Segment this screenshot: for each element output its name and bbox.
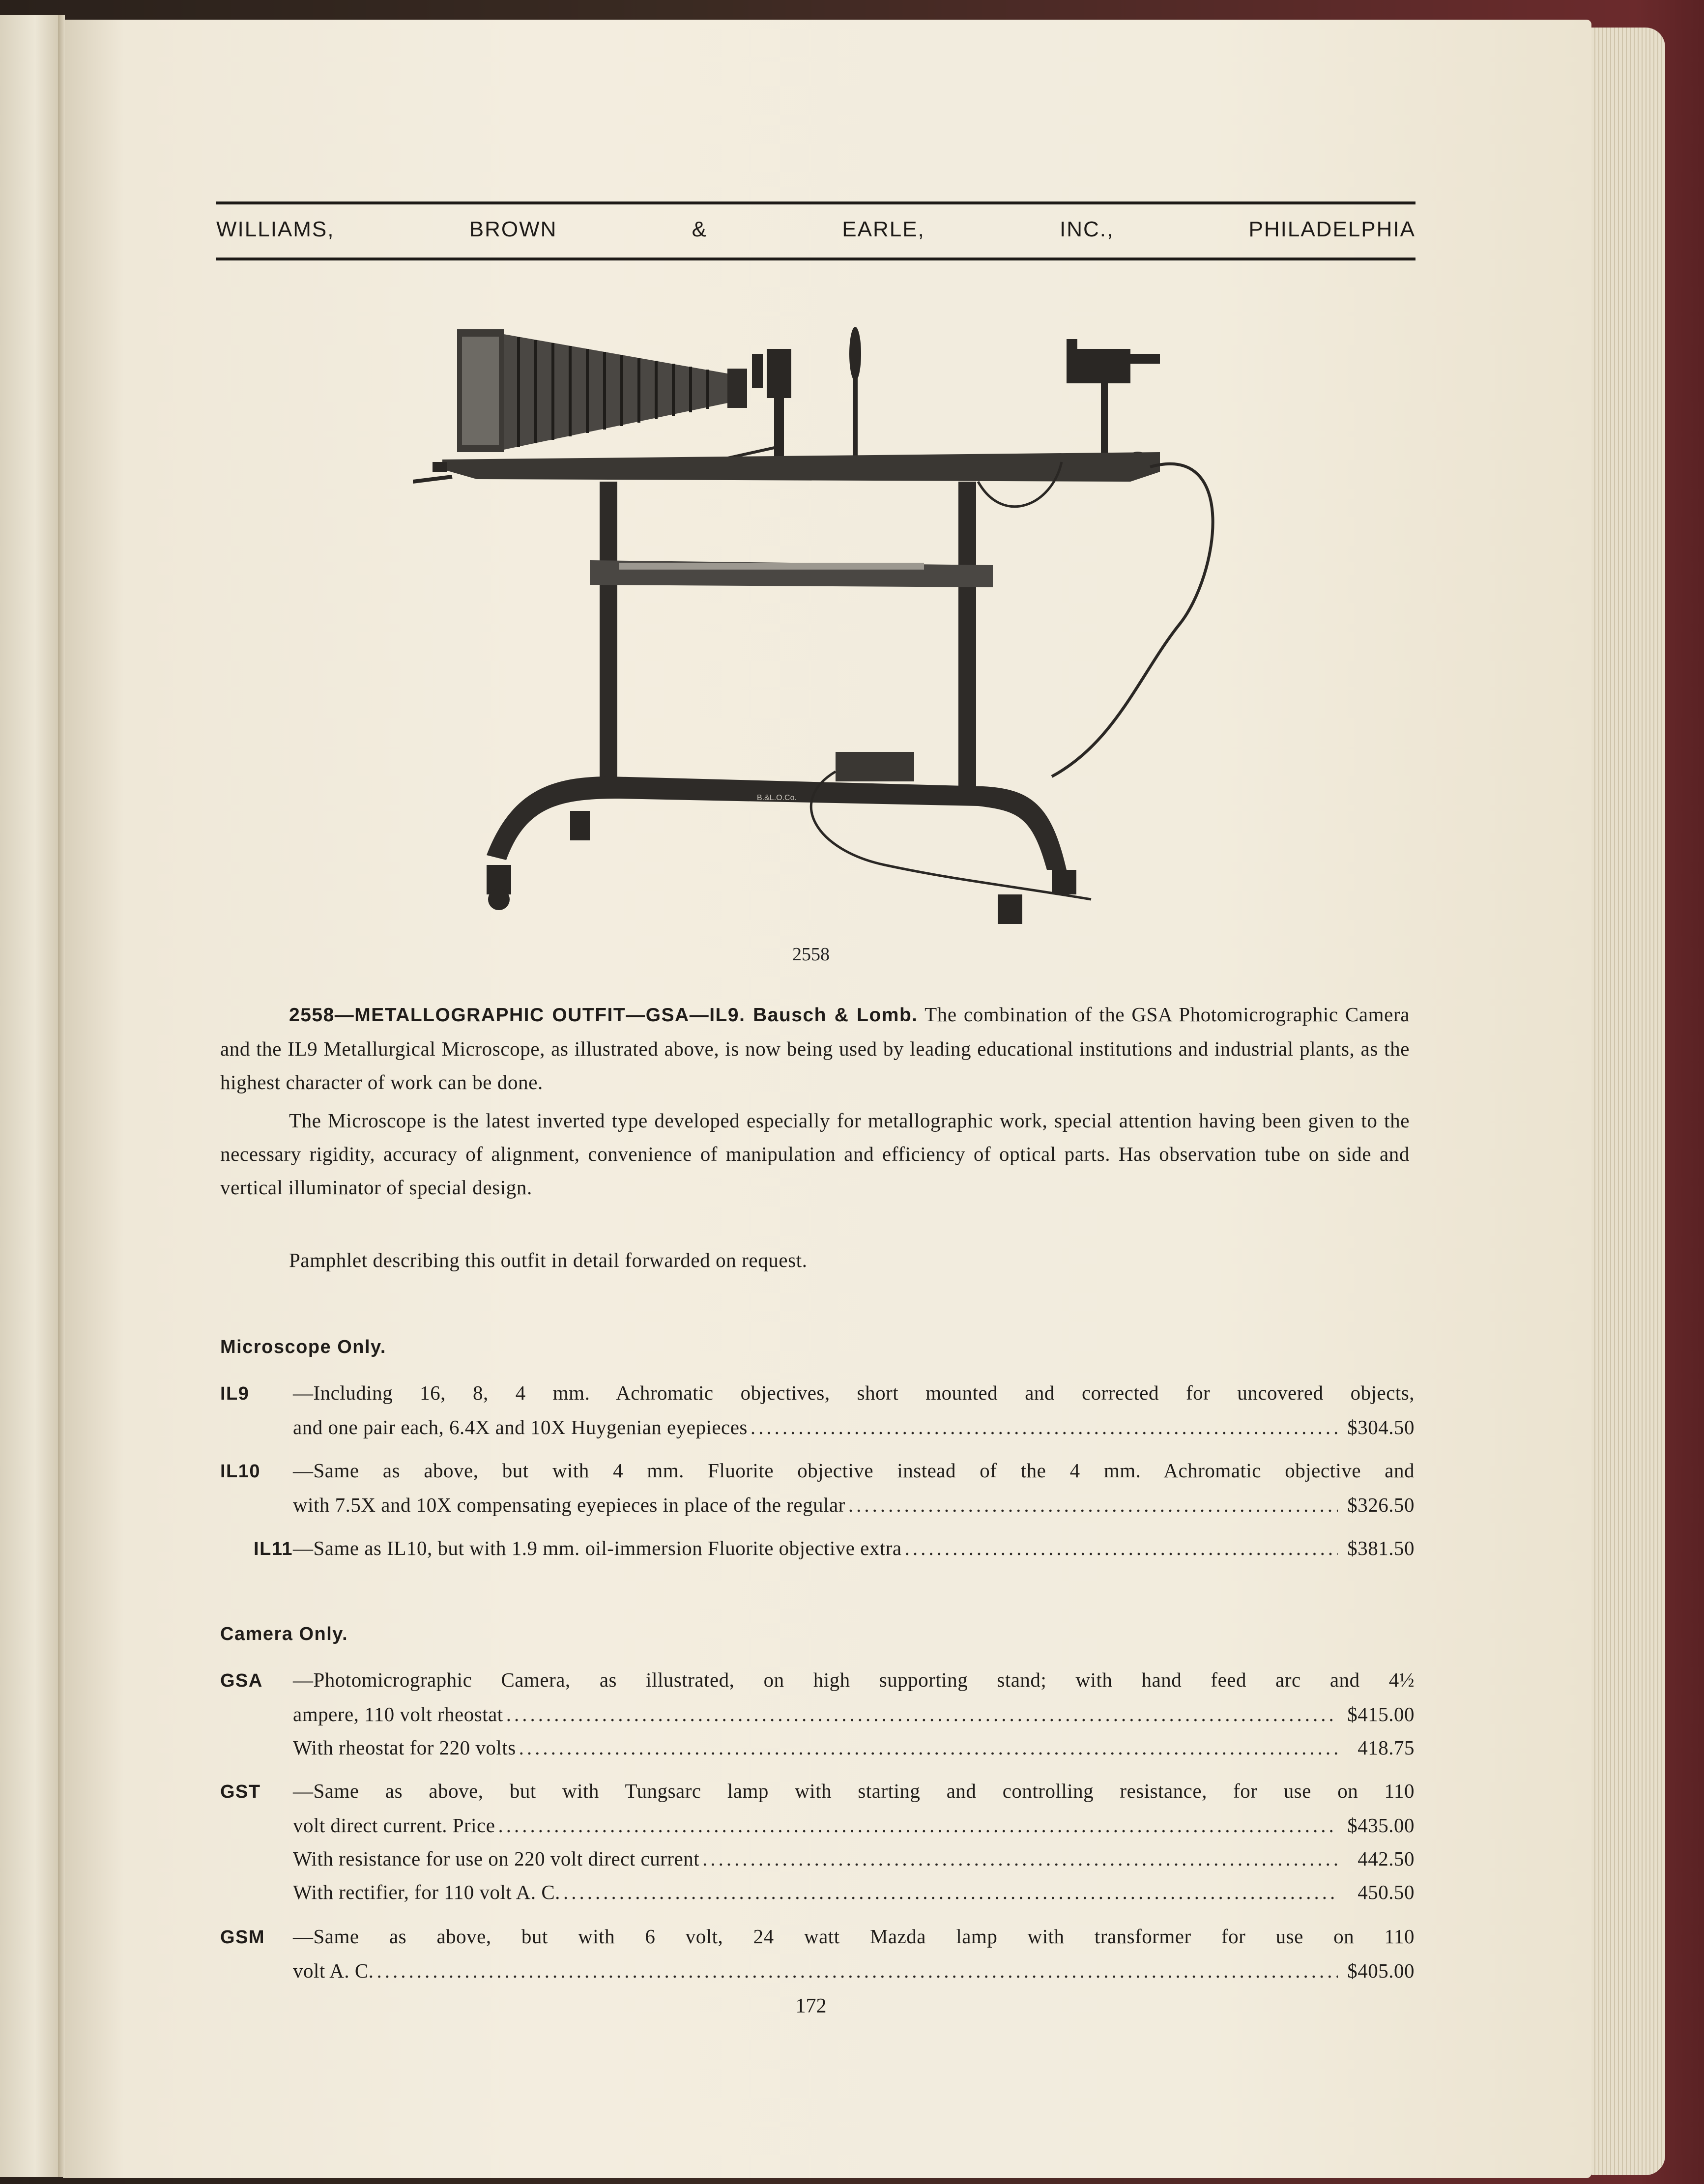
camera-bellows-icon xyxy=(457,329,747,452)
item-description: —Including 16, 8, 4 mm. Achromatic objectives, short mounted and corrected for uncovered objects, xyxy=(293,1381,1415,1404)
header-word: & xyxy=(692,217,708,241)
item-description: With rectifier, for 110 volt A. C. xyxy=(293,1881,560,1903)
item-price: $381.50 xyxy=(1347,1537,1415,1559)
page-edges xyxy=(1591,28,1665,2175)
item-description: —Photomicrographic Camera, as illustrated, on high supporting stand; with hand feed arc and 4½ xyxy=(293,1668,1415,1691)
caster-icon xyxy=(487,811,1076,924)
figure-number: 2558 xyxy=(792,944,830,965)
item-description: volt direct current. Price xyxy=(293,1814,495,1837)
header-word: BROWN xyxy=(469,217,557,241)
item-price: $304.50 xyxy=(1347,1416,1415,1438)
item-price: 418.75 xyxy=(1357,1736,1415,1759)
item-price: 450.50 xyxy=(1357,1881,1415,1903)
header-rule-top xyxy=(216,201,1415,204)
base-stamp: B.&L.O.Co. xyxy=(757,794,797,802)
item-price: $415.00 xyxy=(1347,1703,1415,1725)
item-code: IL10 xyxy=(220,1461,261,1482)
price-entry xyxy=(220,1774,1415,1909)
item-description: ampere, 110 volt rheostat xyxy=(293,1703,503,1725)
article-paragraph-2: The Microscope is the latest inverted type developed especially for metallographic work, special attention having been given to the necessary rigidity, accuracy of alignment, convenience of manipulation and efficiency of optical parts. Has observation tube on side and vertical illuminator of special design. xyxy=(220,1109,1410,1199)
leader-dots xyxy=(848,1488,1338,1522)
item-code: IL11 xyxy=(254,1539,293,1559)
leader-dots xyxy=(702,1842,1338,1875)
header-word: PHILADELPHIA xyxy=(1248,217,1415,241)
item-code: IL9 xyxy=(220,1383,250,1404)
item-code: GSA xyxy=(220,1670,263,1691)
item-description: volt A. C. xyxy=(293,1959,374,1982)
header-rule-bottom xyxy=(216,258,1415,260)
table-leg-left xyxy=(600,482,617,786)
leader-dots xyxy=(376,1954,1338,1987)
item-description: —Same as above, but with 6 volt, 24 watt Mazda lamp with transformer for use on 110 xyxy=(293,1925,1415,1948)
item-description: —Same as above, but with Tungsarc lamp with starting and controlling resistance, for use on 110 xyxy=(293,1780,1415,1802)
price-entry xyxy=(220,1663,1415,1764)
item-price: $326.50 xyxy=(1347,1494,1415,1516)
leader-dots xyxy=(751,1410,1338,1444)
item-description: With resistance for use on 220 volt direct current xyxy=(293,1847,700,1870)
item-price: $405.00 xyxy=(1347,1959,1415,1982)
article-paragraph-3: Pamphlet describing this outfit in detail forwarded on request. xyxy=(289,1249,808,1271)
item-description: with 7.5X and 10X compensating eyepieces in place of the regular xyxy=(293,1494,845,1516)
leader-dots xyxy=(506,1697,1338,1731)
table-leg-right xyxy=(958,482,976,786)
power-cable xyxy=(1052,464,1213,776)
item-code: GST xyxy=(220,1782,261,1802)
left-page-edge xyxy=(0,15,59,2177)
article-paragraph-1 xyxy=(220,998,1410,1099)
diaphragm-screen-icon xyxy=(844,327,866,478)
price-entry xyxy=(220,1920,1415,1987)
price-entry xyxy=(220,1376,1415,1444)
item-description: With rheostat for 220 volts xyxy=(293,1736,516,1759)
header-word: INC., xyxy=(1060,217,1114,241)
item-description: —Same as above, but with 4 mm. Fluorite objective instead of the 4 mm. Achromatic objective and xyxy=(293,1459,1415,1482)
price-entry xyxy=(220,1531,1415,1566)
leader-dots xyxy=(563,1875,1338,1909)
microscope-heading: Microscope Only. xyxy=(220,1337,386,1357)
item-code: GSM xyxy=(220,1927,265,1948)
leader-dots xyxy=(498,1809,1338,1842)
leader-dots xyxy=(519,1731,1338,1764)
header-word: EARLE, xyxy=(842,217,925,241)
page-number: 172 xyxy=(795,1995,827,2017)
header-word: WILLIAMS, xyxy=(216,217,335,241)
item-price: 442.50 xyxy=(1357,1847,1415,1870)
article-title: 2558—METALLOGRAPHIC OUTFIT—GSA—IL9. Bausch & Lomb. xyxy=(289,1005,918,1026)
book-gutter xyxy=(58,15,65,2177)
item-description: —Same as IL10, but with 1.9 mm. oil-immersion Fluorite objective extra xyxy=(293,1537,902,1559)
leader-dots xyxy=(905,1531,1338,1565)
metallographic-outfit-illustration xyxy=(413,319,1248,924)
article-intro: The combination of the GSA Photomicrographic Camera and the IL9 Metallurgical Microscope, as illustrated above, is now being used by leading educational institutions and industrial plants, as the highest character of work can be done. xyxy=(220,1003,1410,1093)
item-price: $435.00 xyxy=(1347,1814,1415,1837)
rheostat-icon xyxy=(836,752,914,781)
running-header xyxy=(216,217,1415,242)
price-entry xyxy=(220,1454,1415,1522)
item-description: and one pair each, 6.4X and 10X Huygenian eyepieces xyxy=(293,1416,748,1438)
camera-heading: Camera Only. xyxy=(220,1624,348,1644)
